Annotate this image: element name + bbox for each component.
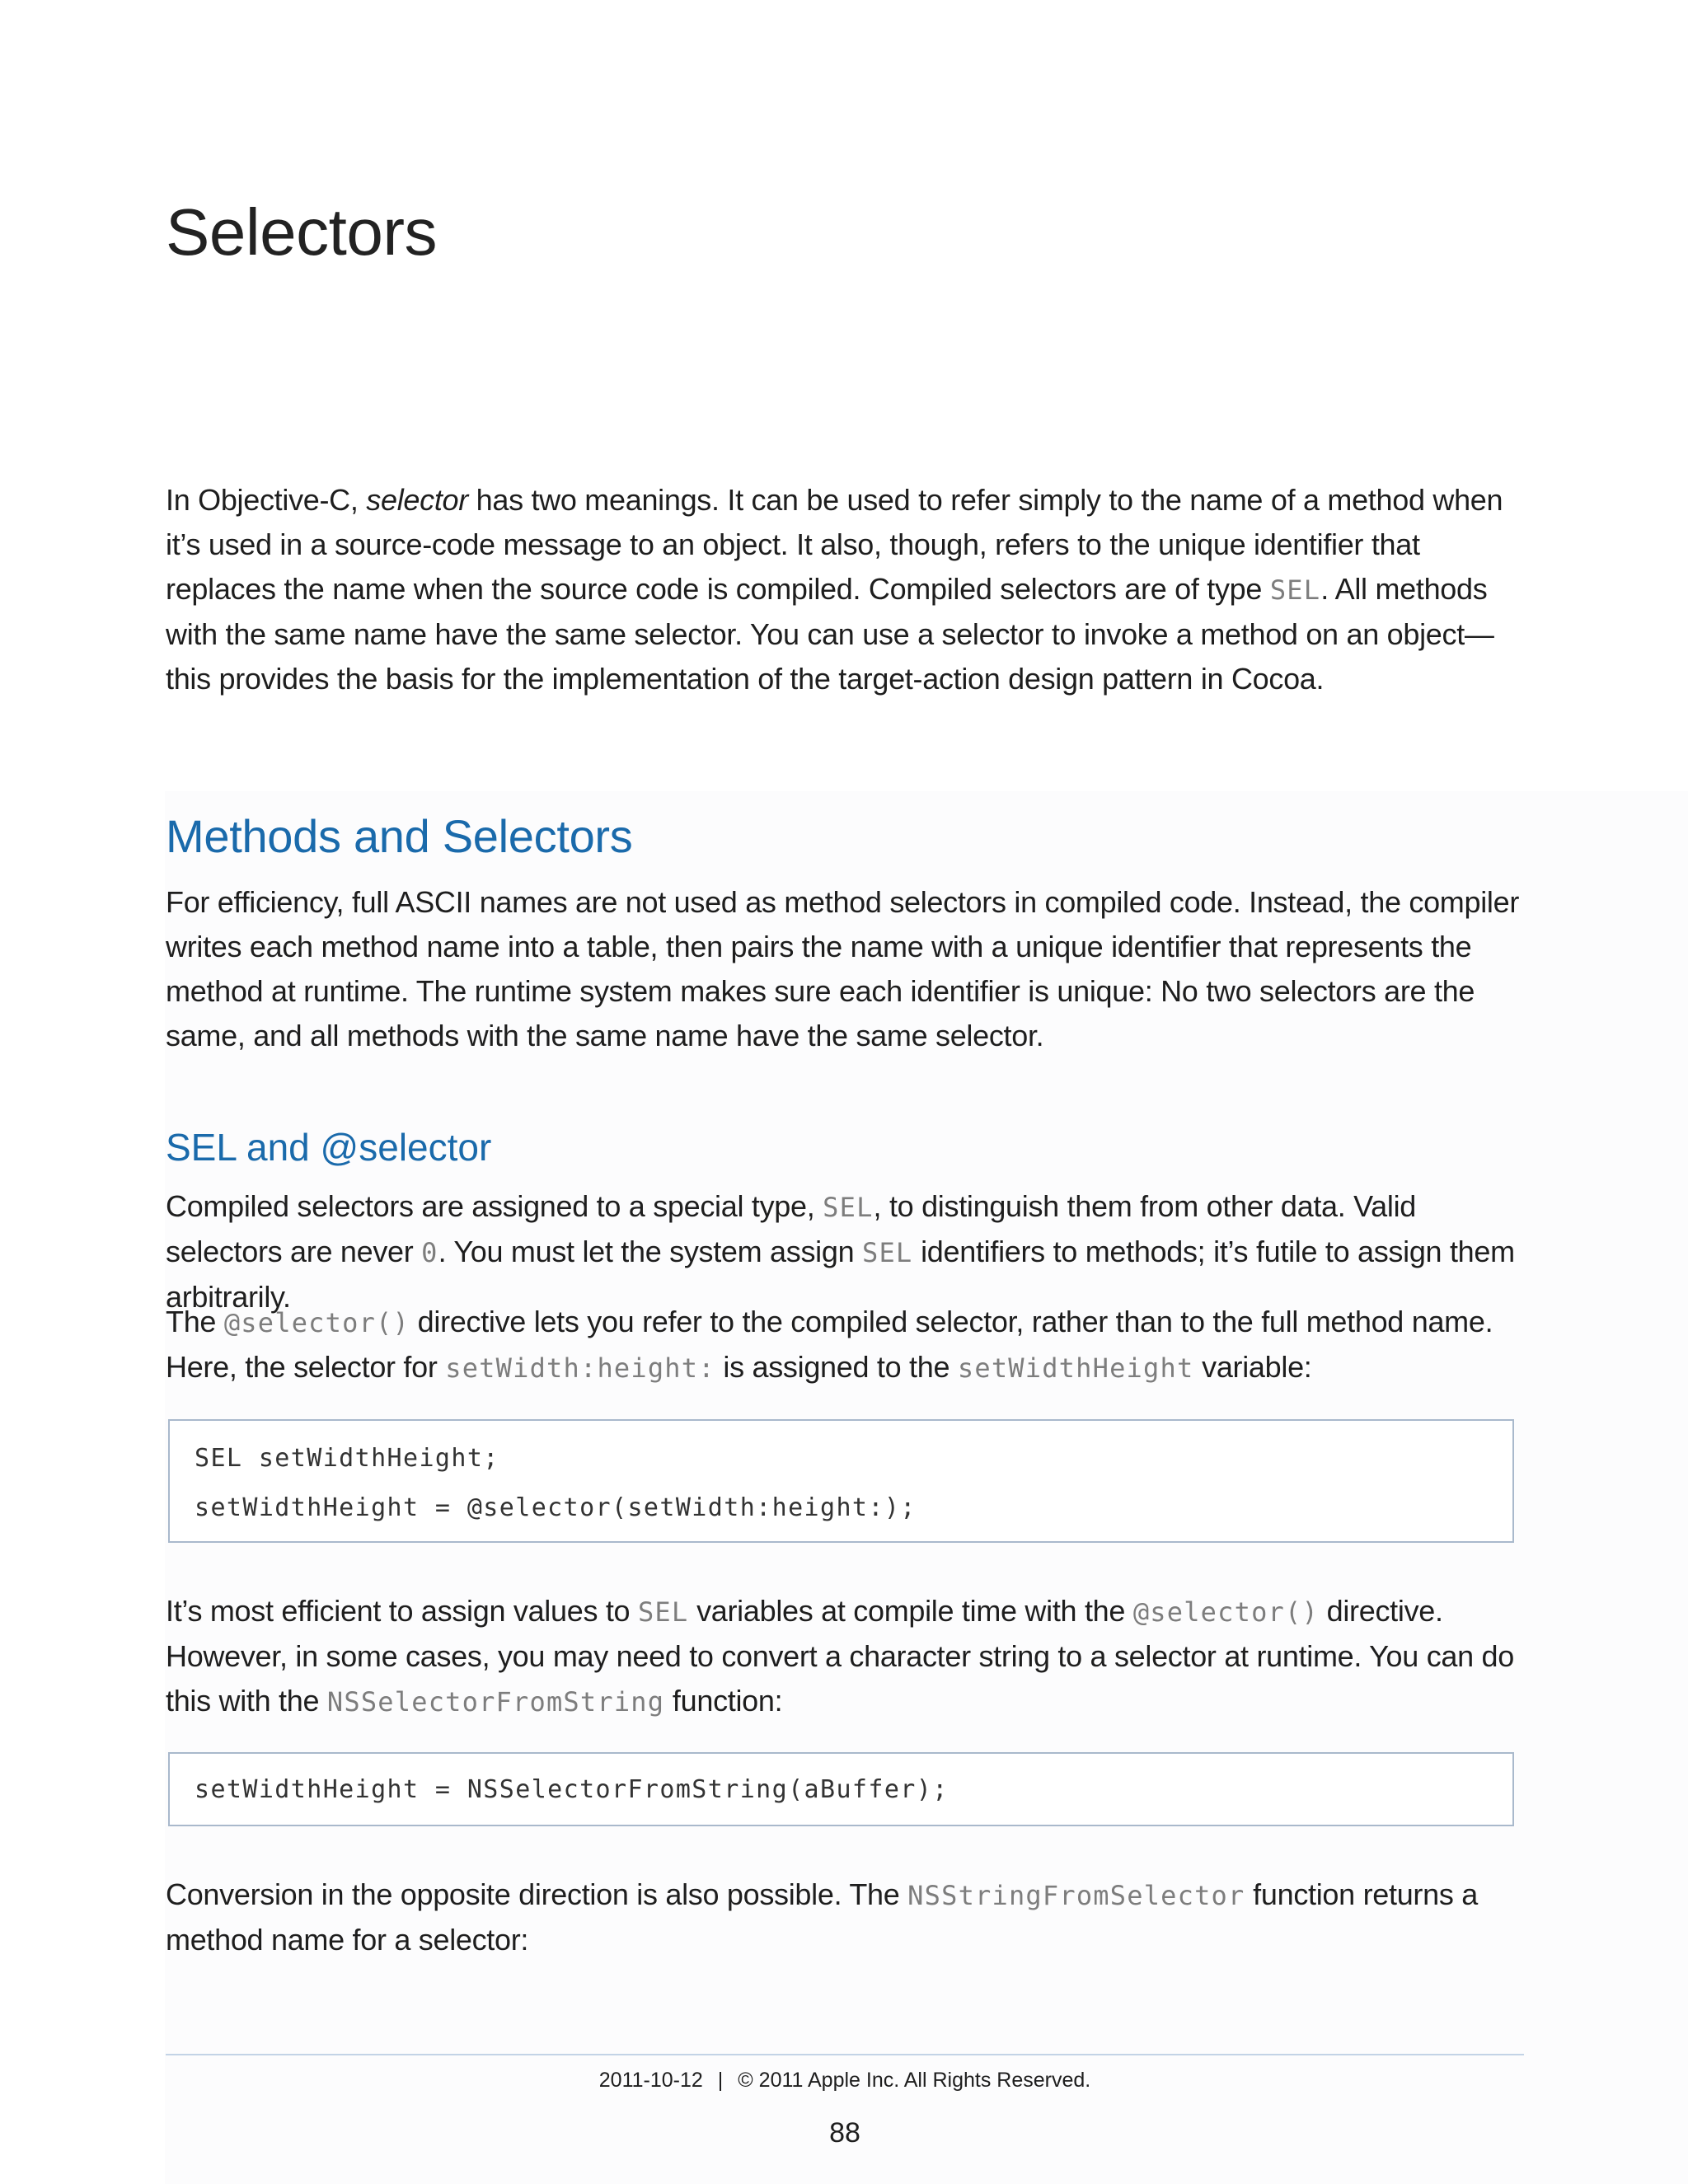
text-run: The xyxy=(166,1305,224,1338)
text-run: Conversion in the opposite direction is also possible. The xyxy=(166,1877,908,1911)
inline-code: NSStringFromSelector xyxy=(907,1880,1245,1911)
intro-emphasis: selector xyxy=(366,483,468,517)
text-run: function returns a method name for a selector: xyxy=(166,1877,1478,1957)
code-line: SEL setWidthHeight; xyxy=(195,1444,499,1473)
intro-text-1: In Objective-C, xyxy=(166,483,367,517)
inline-code: @selector() xyxy=(223,1307,410,1338)
inline-code: SEL xyxy=(862,1237,913,1268)
text-run: . You must let the system assign xyxy=(438,1235,862,1268)
inline-code: setWidth:height: xyxy=(445,1352,715,1384)
page-title: Selectors xyxy=(166,195,437,269)
code-block xyxy=(168,1752,1514,1826)
intro-paragraph xyxy=(166,478,1526,701)
footer-copyright: © 2011 Apple Inc. All Rights Reserved. xyxy=(738,2069,1091,2092)
reverse-conversion-paragraph xyxy=(166,1872,1526,1962)
selector-directive-paragraph xyxy=(166,1300,1526,1390)
text-run: , to distinguish them from other data. Valid selectors are never xyxy=(166,1189,1417,1268)
inline-code: SEL xyxy=(823,1192,874,1223)
inline-code: SEL xyxy=(1269,574,1321,606)
text-run: variables at compile time with the xyxy=(688,1594,1133,1628)
footer-separator: | xyxy=(717,2069,724,2092)
footer-divider xyxy=(166,2054,1524,2055)
conversion-paragraph xyxy=(166,1589,1526,1724)
inline-code: SEL xyxy=(637,1596,689,1628)
code-block xyxy=(168,1419,1514,1543)
page-number: 88 xyxy=(829,2117,860,2149)
text-run: function: xyxy=(664,1684,783,1718)
section-heading: Methods and Selectors xyxy=(166,810,633,862)
text-run: directive. However, in some cases, you may need to convert a character string to a selector at runtime. You can do this with the xyxy=(166,1594,1514,1718)
inline-code: NSSelectorFromString xyxy=(326,1686,665,1718)
intro-text-2: has two meanings. It can be used to refer simply to the name of a method when it’s used in a source-code message to an object. It also, though, refers to the unique identifier that replaces the name when the source code is compiled. Compiled selectors are of type xyxy=(166,483,1503,606)
inline-code: 0 xyxy=(421,1237,438,1268)
inline-code: setWidthHeight xyxy=(957,1352,1194,1384)
text-run: Compiled selectors are assigned to a special type, xyxy=(166,1189,823,1223)
text-run: identifiers to methods; it’s futile to assign them arbitrarily. xyxy=(166,1235,1515,1314)
text-run: is assigned to the xyxy=(715,1350,958,1384)
intro-text-3: . All methods with the same name have the same selector. You can use a selector to invoke a method on an object—this provides the basis for the implementation of the target-action design pattern in Cocoa. xyxy=(166,572,1494,696)
text-run: directive lets you refer to the compiled selector, rather than to the full method name. Here, the selector for xyxy=(166,1305,1493,1384)
text-run: It’s most efficient to assign values to xyxy=(166,1594,638,1628)
footer-date: 2011-10-12 xyxy=(598,2069,703,2092)
code-line: setWidthHeight = NSSelectorFromString(aBuffer); xyxy=(195,1775,949,1804)
text-run: variable: xyxy=(1193,1350,1312,1384)
code-line: setWidthHeight = @selector(setWidth:height:); xyxy=(195,1493,917,1522)
section-paragraph: For efficiency, full ASCII names are not used as method selectors in compiled code. Instead, the compiler writes each method name into a table, then pairs the name with a unique identifier that represents the method at runtime. The runtime system makes sure each identifier is unique: No two selectors are the same, and all methods with the same name have the same selector. xyxy=(166,885,1520,1052)
inline-code: @selector() xyxy=(1132,1596,1319,1628)
subsection-heading: SEL and @selector xyxy=(166,1126,492,1169)
page-footer xyxy=(166,2065,1524,2095)
